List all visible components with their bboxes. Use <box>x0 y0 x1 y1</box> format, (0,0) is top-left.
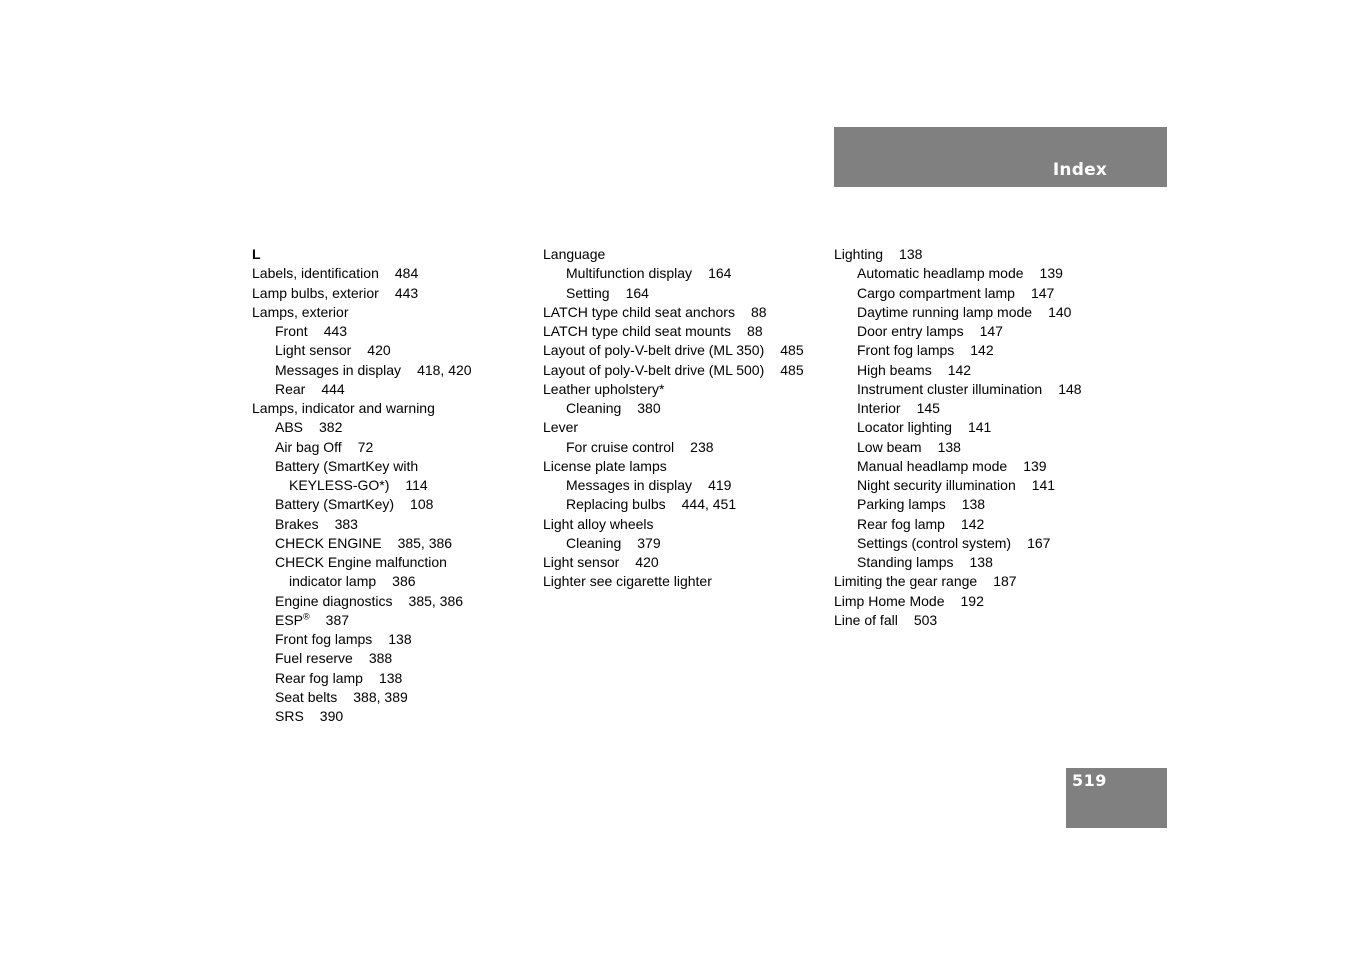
entry-term: Layout of poly-V-belt drive (ML 500) <box>543 361 765 378</box>
entry-pages: 238 <box>690 438 714 455</box>
entry-term: Automatic headlamp mode <box>857 265 1024 282</box>
index-subentry <box>543 534 828 553</box>
entry-pages: 383 <box>334 515 358 532</box>
index-subentry <box>252 380 532 399</box>
index-subentry <box>252 630 532 649</box>
index-subentry <box>834 264 1134 283</box>
index-subentry <box>252 688 532 707</box>
entry-pages: 138 <box>388 631 412 647</box>
entry-term: Rear <box>275 380 306 397</box>
entry-pages: 385, 386 <box>408 592 464 609</box>
index-entry <box>834 611 1134 630</box>
index-subentry <box>252 418 532 437</box>
index-subentry <box>834 457 1134 476</box>
entry-pages: 72 <box>357 438 374 455</box>
entry-term: Lamps, indicator and warning <box>252 400 435 416</box>
index-subentry <box>543 264 828 283</box>
index-entry <box>252 264 532 283</box>
index-entry <box>543 245 828 264</box>
entry-pages: 141 <box>1031 477 1056 493</box>
index-subentry <box>252 322 532 341</box>
index-subentry <box>252 534 532 553</box>
entry-term: Lighting <box>834 246 884 262</box>
entry-pages: 443 <box>323 323 348 339</box>
entry-term: Lamp bulbs, exterior <box>252 284 379 301</box>
entry-term: Limp Home Mode <box>834 592 945 609</box>
entry-pages: 382 <box>319 419 343 436</box>
entry-pages: 380 <box>637 400 661 416</box>
index-subentry <box>252 649 532 668</box>
entry-term: Messages in display <box>566 477 693 493</box>
entry-term: Light alloy wheels <box>543 515 654 532</box>
index-subentry <box>834 476 1134 495</box>
entry-pages: 145 <box>916 400 940 416</box>
entry-pages: 420 <box>367 342 391 359</box>
entry-term: Door entry lamps <box>857 323 964 339</box>
entry-term: Leather upholstery* <box>543 380 665 397</box>
entry-pages: 108 <box>410 496 434 513</box>
entry-pages: 418, 420 <box>417 361 472 378</box>
index-subentry <box>834 399 1134 418</box>
index-subentry <box>543 284 828 303</box>
index-entry <box>252 303 532 322</box>
index-column-2 <box>543 245 828 592</box>
index-entry <box>252 399 532 418</box>
entry-term: KEYLESS-GO*) <box>289 477 390 493</box>
entry-term: Air bag Off <box>275 438 342 455</box>
entry-term: Lighter see cigarette lighter <box>543 573 712 590</box>
section-header-bar <box>834 127 1167 187</box>
entry-term: Lever <box>543 419 579 436</box>
entry-pages: 140 <box>1048 303 1072 320</box>
entry-term: indicator lamp <box>289 573 377 590</box>
entry-term: Front <box>275 323 308 339</box>
index-entry <box>252 284 532 303</box>
entry-pages: 444, 451 <box>681 496 737 513</box>
entry-term: Front fog lamps <box>857 342 955 359</box>
entry-term: Seat belts <box>275 688 338 705</box>
entry-pages: 88 <box>747 323 763 339</box>
index-subentry <box>252 592 532 611</box>
index-subentry <box>834 322 1134 341</box>
entry-term: ESP <box>275 611 304 628</box>
index-subentry <box>252 611 532 630</box>
registered-mark: ® <box>303 611 310 622</box>
entry-term: Light sensor <box>275 342 352 359</box>
index-entry <box>834 245 1134 264</box>
entry-term: Interior <box>857 400 901 416</box>
entry-pages: 164 <box>708 265 732 282</box>
entry-pages: 138 <box>899 246 923 262</box>
entry-term: License plate lamps <box>543 457 667 474</box>
entry-pages: 139 <box>1023 457 1047 474</box>
index-subentry <box>834 553 1134 572</box>
entry-pages: 485 <box>780 361 804 378</box>
index-entry <box>543 457 828 476</box>
entry-term: CHECK ENGINE <box>275 534 382 551</box>
entry-term: Parking lamps <box>857 496 946 513</box>
entry-term: Rear fog lamp <box>275 669 363 686</box>
entry-pages: 138 <box>378 669 403 686</box>
index-entry <box>543 553 828 572</box>
entry-pages: 164 <box>625 284 649 301</box>
entry-term: ABS <box>275 419 304 436</box>
index-subentry <box>543 476 828 495</box>
entry-pages: 419 <box>708 477 732 493</box>
entry-term: Settings (control system) <box>857 534 1012 551</box>
page-number-box <box>1066 768 1167 828</box>
entry-pages: 420 <box>635 554 659 570</box>
entry-pages: 187 <box>993 573 1017 590</box>
entry-pages: 142 <box>960 515 985 532</box>
index-subentry <box>834 418 1134 437</box>
entry-term: Brakes <box>275 515 319 532</box>
index-entry <box>543 322 828 341</box>
index-subentry <box>252 495 532 514</box>
entry-pages: 142 <box>947 361 972 378</box>
index-subentry <box>252 669 532 688</box>
entry-pages: 484 <box>394 265 419 282</box>
entry-term: Cleaning <box>566 400 622 416</box>
entry-term: Daytime running lamp mode <box>857 303 1033 320</box>
index-subentry <box>543 438 828 457</box>
index-subentry <box>834 284 1134 303</box>
index-subentry <box>252 515 532 534</box>
entry-pages: 138 <box>937 438 961 455</box>
index-subentry <box>252 341 532 360</box>
index-column-3 <box>834 245 1134 630</box>
page-number: 519 <box>1072 771 1107 790</box>
entry-pages: 192 <box>960 592 984 609</box>
index-subentry <box>834 361 1134 380</box>
entry-pages: 167 <box>1027 534 1051 551</box>
index-entry <box>543 380 828 399</box>
entry-pages: 443 <box>394 284 419 301</box>
entry-term: Setting <box>566 284 610 301</box>
entry-term: For cruise control <box>566 438 675 455</box>
entry-term: Multifunction display <box>566 265 693 282</box>
entry-term: CHECK Engine malfunction <box>275 554 447 570</box>
index-subentry <box>252 361 532 380</box>
entry-term: Front fog lamps <box>275 631 373 647</box>
entry-pages: 388 <box>368 650 393 667</box>
entry-term: Battery (SmartKey with <box>275 457 419 474</box>
index-entry <box>834 592 1134 611</box>
entry-pages: 139 <box>1039 265 1063 282</box>
index-subentry <box>252 457 532 476</box>
index-entry <box>543 515 828 534</box>
index-subentry <box>834 303 1134 322</box>
entry-pages: 444 <box>321 380 345 397</box>
entry-term: Layout of poly-V-belt drive (ML 350) <box>543 342 765 359</box>
entry-term: Locator lighting <box>857 419 952 436</box>
entry-term: Engine diagnostics <box>275 592 393 609</box>
index-subentry <box>834 515 1134 534</box>
entry-term: Battery (SmartKey) <box>275 496 395 513</box>
entry-pages: 386 <box>392 573 416 590</box>
entry-term: Low beam <box>857 438 922 455</box>
entry-pages: 503 <box>913 611 938 628</box>
entry-term: Cargo compartment lamp <box>857 284 1015 301</box>
entry-term: Night security illumination <box>857 477 1016 493</box>
entry-term: Cleaning <box>566 534 622 551</box>
entry-pages: 388, 389 <box>353 688 408 705</box>
index-entry <box>543 303 828 322</box>
entry-term: Rear fog lamp <box>857 515 945 532</box>
index-subentry <box>834 380 1134 399</box>
section-letter: L <box>252 246 261 262</box>
entry-term: Lamps, exterior <box>252 303 349 320</box>
index-subentry-continuation <box>252 572 532 591</box>
entry-term: High beams <box>857 361 932 378</box>
entry-term: Instrument cluster illumination <box>857 380 1043 397</box>
entry-pages: 387 <box>325 611 350 628</box>
index-entry <box>543 418 828 437</box>
entry-pages: 379 <box>637 534 661 551</box>
entry-pages: 114 <box>405 477 428 493</box>
index-subentry <box>252 553 532 572</box>
entry-term: Manual headlamp mode <box>857 457 1008 474</box>
index-entry <box>543 361 828 380</box>
entry-pages: 138 <box>969 554 993 570</box>
section-title: Index <box>1052 160 1107 180</box>
index-subentry <box>252 438 532 457</box>
entry-pages: 142 <box>970 342 994 359</box>
entry-term: LATCH type child seat mounts <box>543 323 732 339</box>
entry-pages: 385, 386 <box>397 534 453 551</box>
index-subentry <box>543 495 828 514</box>
index-entry <box>834 572 1134 591</box>
entry-pages: 147 <box>979 323 1003 339</box>
index-column-1 <box>252 245 532 726</box>
index-subentry <box>543 399 828 418</box>
index-subentry <box>252 707 532 726</box>
entry-pages: 147 <box>1030 284 1055 301</box>
entry-pages: 88 <box>750 303 767 320</box>
index-subentry-continuation <box>252 476 532 495</box>
entry-term: Standing lamps <box>857 554 954 570</box>
entry-term: Fuel reserve <box>275 650 353 667</box>
entry-term: Language <box>543 246 606 262</box>
entry-term: Messages in display <box>275 361 402 378</box>
entry-term: Limiting the gear range <box>834 573 978 590</box>
index-entry <box>543 572 828 591</box>
entry-pages: 485 <box>780 342 804 359</box>
entry-pages: 138 <box>961 496 986 513</box>
entry-term: SRS <box>275 708 304 724</box>
entry-term: LATCH type child seat anchors <box>543 303 735 320</box>
index-subentry <box>834 438 1134 457</box>
entry-pages: 148 <box>1058 380 1082 397</box>
index-subentry <box>834 341 1134 360</box>
entry-term: Replacing bulbs <box>566 496 666 513</box>
index-subentry <box>834 534 1134 553</box>
entry-pages: 141 <box>967 419 992 436</box>
index-subentry <box>834 495 1134 514</box>
index-entry <box>543 341 828 360</box>
entry-term: Line of fall <box>834 611 898 628</box>
entry-pages: 390 <box>319 708 344 724</box>
entry-term: Light sensor <box>543 554 620 570</box>
entry-term: Labels, identification <box>252 265 379 282</box>
